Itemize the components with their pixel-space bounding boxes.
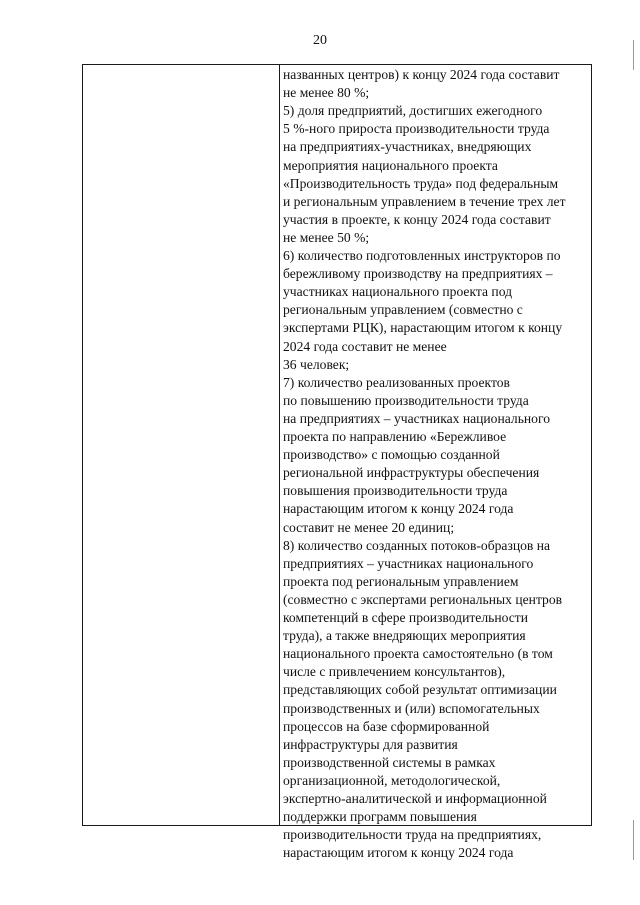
text-line: региональной инфраструктуры обеспечения: [283, 465, 540, 481]
text-line: 2024 года составит не менее: [283, 338, 447, 354]
text-line: по повышению производительности труда: [283, 392, 529, 408]
text-line: процессов на базе сформированной: [283, 718, 490, 734]
text-line: 5 %-ного прироста производительности труда: [283, 121, 550, 137]
text-line: 5) доля предприятий, достигших ежегодного: [283, 103, 543, 119]
text-line: «Производительность труда» под федеральным: [283, 175, 559, 191]
text-line: инфраструктуры для развития: [283, 736, 458, 752]
text-line: участия в проекте, к концу 2024 года составит: [283, 211, 551, 227]
column-divider: [279, 65, 280, 825]
text-line: экспертами РЦК), нарастающим итогом к концу: [283, 320, 563, 336]
text-line: числе с привлечением консультантов),: [283, 664, 506, 680]
table-left-cell: [83, 65, 279, 825]
text-line: нарастающим итогом к концу 2024 года: [283, 845, 514, 861]
text-line: производственных и (или) вспомогательных: [283, 700, 540, 716]
text-line: поддержки программ повышения: [283, 809, 477, 825]
text-line: 8) количество созданных потоков-образцов на: [283, 537, 551, 553]
scan-edge-mark: [633, 40, 634, 70]
text-line: повышения производительности труда: [283, 483, 508, 499]
text-line: не менее 50 %;: [283, 229, 370, 245]
text-line: названных центров) к концу 2024 года составит: [283, 67, 560, 82]
page-number: 20: [313, 33, 327, 48]
text-line: предприятиях – участниках национального: [283, 555, 534, 571]
text-line: 7) количество реализованных проектов: [283, 374, 510, 390]
scan-edge-mark: [633, 820, 634, 860]
text-line: на предприятиях-участниках, внедряющих: [283, 139, 532, 155]
text-line: составит не менее 20 единиц;: [283, 519, 455, 535]
text-line: участниках национального проекта под: [283, 284, 513, 300]
text-line: и региональным управлением в течение трех лет: [283, 193, 566, 209]
text-line: компетенций в сфере производительности: [283, 610, 528, 625]
text-line: проекта по направлению «Бережливое: [283, 429, 507, 444]
text-line: на предприятиях – участниках национального: [283, 410, 550, 426]
text-line: не менее 80 %;: [283, 85, 370, 101]
text-line: 6) количество подготовленных инструкторов по: [283, 248, 561, 263]
text-line: представляющих собой результат оптимизации: [283, 682, 557, 698]
text-line: труда), а также внедряющих мероприятия: [283, 628, 526, 644]
text-line: (совместно с экспертами региональных центров: [283, 591, 563, 607]
text-line: экспертно-аналитической и информационной: [283, 791, 547, 806]
text-line: нарастающим итогом к концу 2024 года: [283, 501, 514, 517]
text-line: бережливому производству на предприятиях –: [283, 266, 553, 282]
text-line: производство» с помощью созданной: [283, 447, 500, 463]
text-line: производственной системы в рамках: [283, 754, 496, 770]
text-line: производительности труда на предприятиях,: [283, 827, 542, 843]
text-line: национального проекта самостоятельно (в том: [283, 646, 553, 662]
content-table: [82, 64, 592, 861]
table-right-cell: [283, 65, 589, 861]
text-line: организационной, методологической,: [283, 772, 501, 788]
text-line: региональным управлением (совместно с: [283, 302, 523, 318]
text-line: проекта под региональным управлением: [283, 573, 519, 589]
text-line: мероприятия национального проекта: [283, 157, 498, 173]
text-line: 36 человек;: [283, 356, 350, 372]
